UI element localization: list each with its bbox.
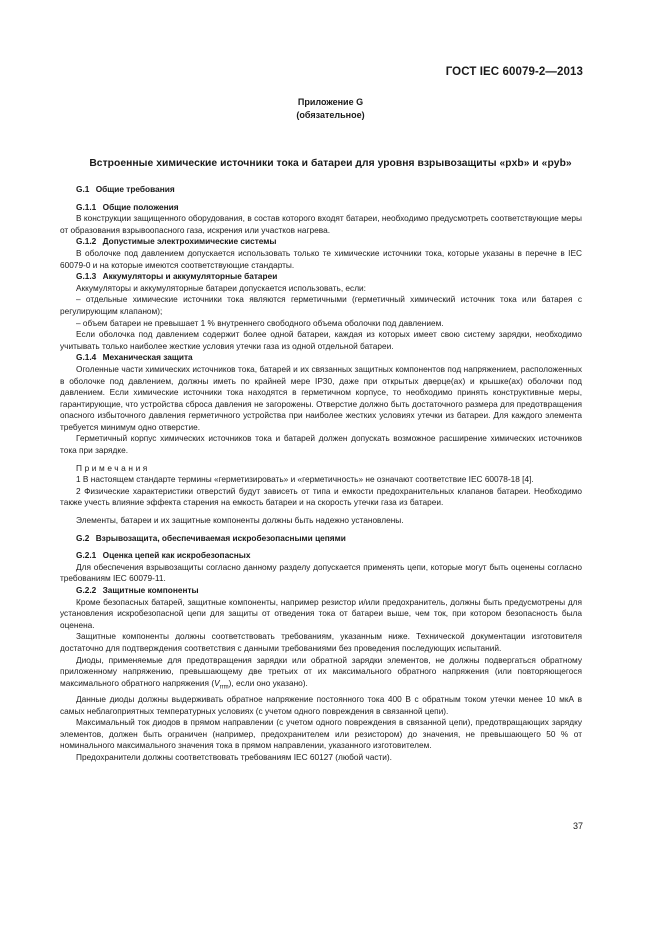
paragraph: Данные диоды должны выдерживать обратное напряжение постоянного тока 400 В с обратным током утечки менее 10 мкА в самых неблагоприятных температурных условиях (с учетом одного повреждения в связанной цепи). — [60, 694, 582, 716]
notes-heading: Примечания — [76, 462, 150, 473]
annex-heading: Встроенные химические источники тока и батареи для уровня взрывозащиты «pxb» и «pyb» — [89, 158, 572, 169]
paragraph: Защитные компоненты должны соответствовать требованиям, указанным ниже. Технической документации изготовителя достаточно для подтверждения соответствия с данными требованиями без проведения последующих испытаний. — [60, 631, 582, 653]
paragraph: Если оболочка под давлением содержит более одной батареи, каждая из которых имеет свою систему зарядки, необходимо учитывать только наиболее жесткие условия утечки газа из одной отдельной батареи. — [60, 329, 582, 351]
section-heading-g1-3: G.1.3 Аккумуляторы и аккумуляторные батареи — [76, 271, 278, 282]
list-item: – отдельные химические источники тока являются герметичными (герметичный химический источник тока или батарея с регулирующим клапаном); — [60, 294, 582, 316]
paragraph: Аккумуляторы и аккумуляторные батареи допускается использовать, если: — [76, 282, 366, 293]
paragraph: Для обеспечения взрывозащиты согласно данному разделу допускается применять цепи, которые могут быть оценены согласно требованиям IEC 60079-11. — [60, 561, 582, 584]
section-heading-g2-2: G.2.2 Защитные компоненты — [76, 585, 199, 595]
document-body — [60, 184, 582, 764]
section-heading-g2: G.2 Взрывозащита, обеспечиваемая искробезопасными цепями — [76, 532, 346, 543]
section-heading-g1-2: G.1.2 Допустимые электрохимические системы — [76, 236, 277, 247]
annex-status: (обязательное) — [296, 110, 365, 120]
paragraph: Оголенные части химических источников тока, батарей и их связанных защитных компонентов под напряжением, расположенных в оболочке под давлением, должны иметь по крайней мере IP30, даже при открытых дверце(ах) и крышке(ах) оболочки под давлением. Если химические источники тока находятся в герметичном корпусе, то необходимо принять конструктивные меры, гарантирующие, что устройства сброса давления не загорожены. Отверстие должно быть достаточного размера для предотвращения опасного избыточного давления герметичного устройства при наиболее жестких условиях утечки из батареи. Для каждого элемента требуется минимум одно отверстие. — [60, 363, 582, 432]
page-number: 37 — [572, 821, 583, 831]
annex-title: Приложение G — [297, 97, 364, 107]
list-item: – объем батареи не превышает 1 % внутреннего свободного объема оболочки под давлением. — [76, 317, 444, 328]
note-item: 1 В настоящем стандарте термины «герметизировать» и «герметичность» не означают соответствие IEC 60078-18 [4]. — [76, 474, 534, 485]
paragraph: Герметичный корпус химических источников тока и батарей должен допускать возможное расширение химических источников тока при зарядке. — [60, 433, 582, 456]
paragraph: В конструкции защищенного оборудования, в состав которого входят батареи, необходимо предусмотреть соответствующие меры от образования взрывоопасного газа, искрения или участков нагрева. — [60, 213, 582, 235]
paragraph: В оболочке под давлением допускается использовать только те химические источники тока, которые указаны в перечне в IEC 60079-0 и на которые имеются соответствующие стандарты. — [60, 247, 582, 270]
paragraph: Элементы, батареи и их защитные компоненты должны быть надежно установлены. — [76, 515, 404, 526]
paragraph: Предохранители должны соответствовать требованиям IEC 60127 (любой части). — [76, 751, 392, 762]
section-heading-g1: G.1 Общие требования — [76, 184, 175, 194]
section-heading-g1-1: G.1.1 Общие положения — [76, 201, 179, 212]
paragraph: Максимальный ток диодов в прямом направлении (с учетом одного повреждения в связанной цепи), предотвращающих зарядку элементов, должен быть ограничен (например, предохранителем или резистором) до значения, не превышающего 50 % от номинального максимального значения тока в прямом направлении, указанного изготовителем. — [60, 717, 582, 751]
standard-id: ГОСТ IEC 60079-2—2013 — [445, 66, 583, 78]
section-heading-g1-4: G.1.4 Механическая защита — [76, 352, 193, 363]
note-item: 2 Физические характеристики отверстий будут зависеть от типа и емкости предохранительных клапанов батареи. Необходимо также учесть влияние эффекта старения на емкость батареи и на скорость утечки газа из батареи. — [60, 485, 582, 508]
paragraph: Диоды, применяемые для предотвращения зарядки или обратной зарядки элементов, не должны подвергаться обратному приложенному напряжению, превышающему две третьих от их максимального обратного напряжения (или повторяющегося максимального обратного напряжения $(V_{rrm})$, если оно указано). — [60, 654, 582, 691]
annex-label — [0, 96, 661, 122]
section-heading-g2-1: G.2.1 Оценка цепей как искробезопасных — [76, 550, 251, 561]
paragraph: Кроме безопасных батарей, защитные компоненты, например резистор и/или предохранитель, должны быть предусмотрены для установления искробезопасной цепи для защиты от отведения тока от батареи выше, чем ток, при котором безопасность была оценена. — [60, 596, 582, 630]
